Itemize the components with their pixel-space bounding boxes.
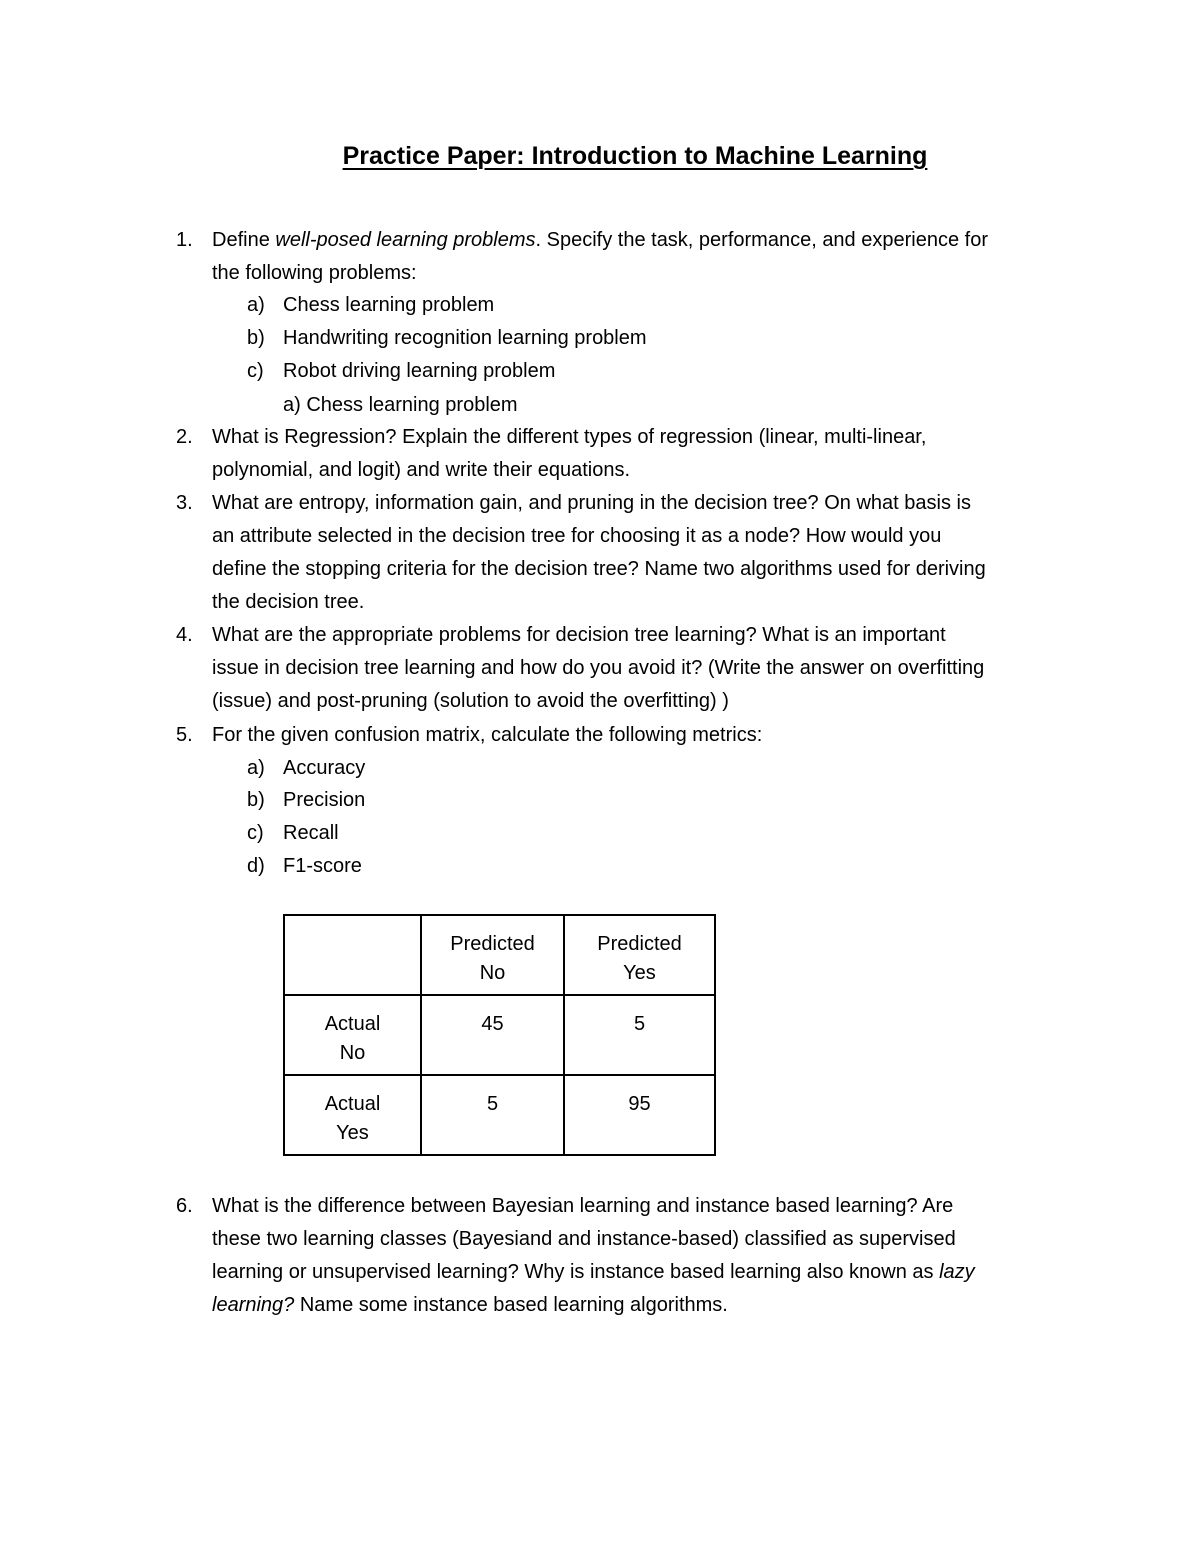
subitem-text: Recall [283, 822, 339, 844]
table-cell: 5 [421, 1075, 564, 1155]
question-text: issue in decision tree learning and how do you avoid it? (Write the answer on overfitting [212, 657, 985, 679]
subitem-label: b) [247, 327, 265, 349]
table-cell: 45 [421, 995, 564, 1075]
question-text-emphasis: learning? [212, 1294, 295, 1316]
question-text: the following problems: [212, 262, 417, 284]
table-header-row [284, 915, 715, 995]
row-label-line: Actual [324, 1093, 381, 1115]
header-line: Predicted [597, 933, 682, 955]
question-text: What is Regression? Explain the different types of regression (linear, multi-linear, [212, 426, 927, 448]
question-number: 6. [176, 1195, 193, 1217]
header-line: Yes [623, 962, 656, 984]
question-text [212, 1293, 728, 1317]
subitem-text: Accuracy [283, 757, 366, 779]
question-text-emphasis: well-posed learning problems [275, 229, 536, 251]
question-text-part: learning or unsupervised learning? Why is instance based learning also known as [212, 1261, 940, 1283]
question-text: What are entropy, information gain, and pruning in the decision tree? On what basis is [212, 492, 971, 514]
table-header-cell [421, 915, 564, 995]
question-text: these two learning classes (Bayesiand and instance-based) classified as supervised [212, 1228, 956, 1250]
question-text [212, 228, 988, 252]
question-text [212, 1260, 975, 1284]
row-label-line: Actual [324, 1013, 381, 1035]
table-row [284, 1075, 715, 1155]
question-number: 1. [176, 229, 193, 251]
question-number: 2. [176, 426, 193, 448]
subitem-label: b) [247, 789, 265, 811]
subitem-text: F1-score [283, 855, 362, 877]
question-text-part: . Specify the task, performance, and experience for [535, 229, 988, 251]
row-label-line: Yes [336, 1122, 369, 1144]
table-header-cell [564, 915, 715, 995]
question-text: What are the appropriate problems for decision tree learning? What is an important [212, 624, 946, 646]
table-corner-cell [284, 915, 421, 995]
question-text: For the given confusion matrix, calculate the following metrics: [212, 724, 763, 746]
question-text: polynomial, and logit) and write their equations. [212, 459, 631, 481]
header-line: Predicted [450, 933, 535, 955]
subitem-label: d) [247, 855, 265, 877]
question-text: define the stopping criteria for the decision tree? Name two algorithms used for deriving [212, 558, 986, 580]
subitem-text: Handwriting recognition learning problem [283, 327, 647, 349]
subitem-text: Robot driving learning problem [283, 360, 556, 382]
subitem-text: Precision [283, 789, 366, 811]
question-text: an attribute selected in the decision tree for choosing it as a node? How would you [212, 525, 942, 547]
question-number: 4. [176, 624, 193, 646]
subitem-text: a) Chess learning problem [283, 394, 518, 416]
question-text-part: Define [212, 229, 276, 251]
question-text: What is the difference between Bayesian learning and instance based learning? Are [212, 1195, 954, 1217]
question-number: 3. [176, 492, 193, 514]
row-label-cell [284, 1075, 421, 1155]
confusion-matrix-table [283, 914, 716, 1156]
subitem-label: c) [247, 822, 264, 844]
question-number: 5. [176, 724, 193, 746]
subitem-label: a) [247, 757, 265, 779]
row-label-cell [284, 995, 421, 1075]
table-cell: 5 [564, 995, 715, 1075]
question-text: the decision tree. [212, 591, 365, 613]
question-text: (issue) and post-pruning (solution to avoid the overfitting) ) [212, 690, 729, 712]
table-cell: 95 [564, 1075, 715, 1155]
row-label-line: No [339, 1042, 366, 1064]
header-line: No [479, 962, 506, 984]
subitem-label: a) [247, 294, 265, 316]
subitem-text: Chess learning problem [283, 294, 495, 316]
page-title: Practice Paper: Introduction to Machine Learning [342, 142, 928, 170]
table-row [284, 995, 715, 1075]
subitem-label: c) [247, 360, 264, 382]
question-text-emphasis: lazy [939, 1261, 975, 1283]
question-text-part: Name some instance based learning algorithms. [294, 1294, 728, 1316]
